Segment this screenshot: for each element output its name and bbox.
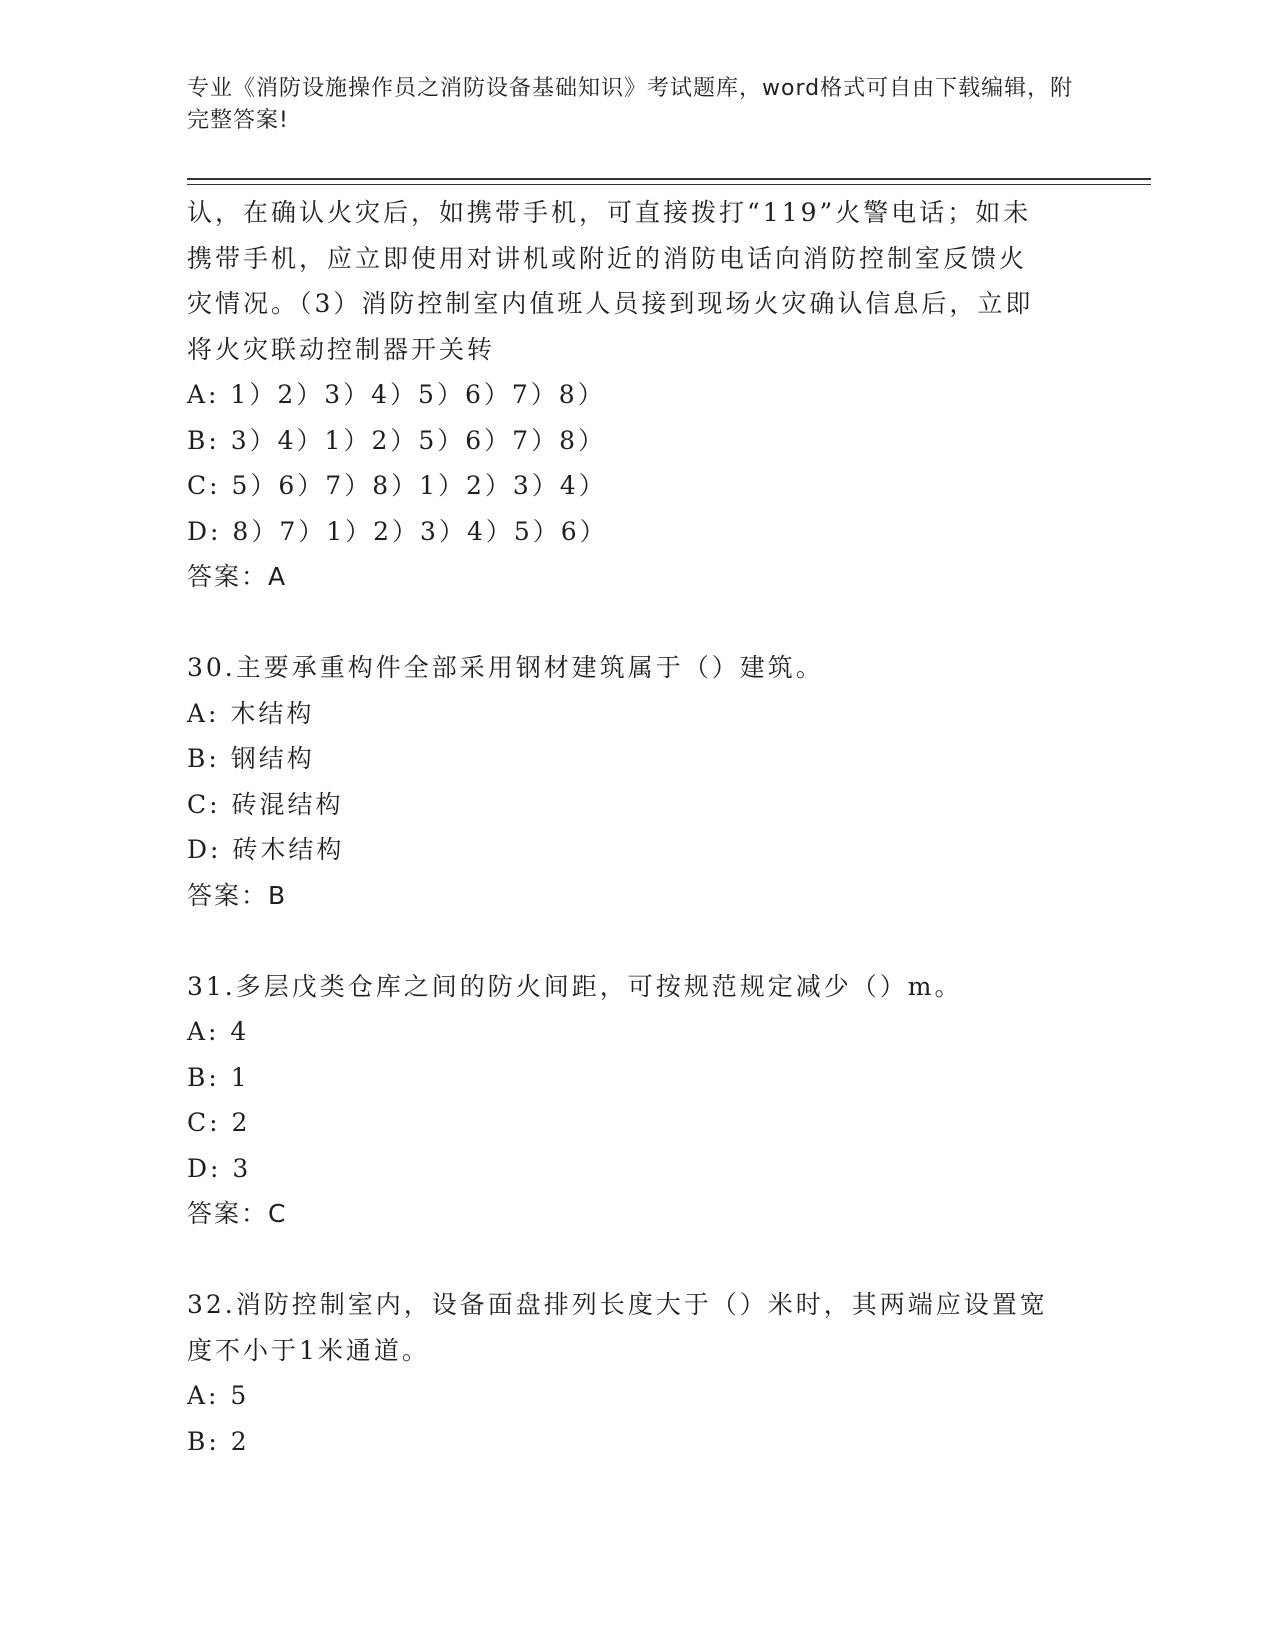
- paragraph-line: 将火灾联动控制器开关转: [187, 334, 496, 364]
- answer-line: 答案：A: [187, 562, 288, 591]
- option-b: B: 3）4）1）2）5）6）7）8）: [187, 425, 606, 455]
- question-title: 31.多层戊类仓库之间的防火间距，可按规范规定减少（）m。: [187, 971, 963, 1001]
- spacer: [187, 600, 1087, 646]
- header-title: 专业《消防设施操作员之消防设备基础知识》考试题库，word格式可自由下载编辑，附完整答案!: [187, 76, 1074, 133]
- option-d: D: 砖木结构: [187, 835, 345, 864]
- option-c: C: 砖混结构: [187, 789, 344, 819]
- option-c: C: 2: [187, 1108, 251, 1137]
- paragraph-line: 携带手机，应立即使用对讲机或附近的消防电话向消防控制室反馈火: [187, 243, 1028, 273]
- option-d: D: 3: [187, 1153, 252, 1183]
- option-c: C: 5）6）7）8）1）2）3）4）: [187, 471, 607, 500]
- option-a: A: 1）2）3）4）5）6）7）8）: [187, 380, 606, 409]
- option-d: D: 8）7）1）2）3）4）5）6）: [187, 516, 608, 546]
- option-b: B: 2: [187, 1426, 250, 1456]
- spacer: [187, 1237, 1087, 1283]
- page-header: [187, 73, 1087, 137]
- header-divider: [187, 178, 1151, 180]
- option-b: B: 钢结构: [187, 744, 315, 773]
- paragraph-line: 认，在确认火灾后，如携带手机，可直接拨打“119”火警电话；如未: [187, 198, 1032, 227]
- answer-line: 答案：C: [187, 1199, 288, 1228]
- question-continuation: [187, 190, 1087, 600]
- question-title: 30.主要承重构件全部采用钢材建筑属于（）建筑。: [187, 653, 824, 682]
- option-b: B: 1: [187, 1062, 250, 1092]
- answer-line: 答案：B: [187, 880, 288, 910]
- header-divider-thin: [187, 184, 1151, 185]
- paragraph-line: 灾情况。（3）消防控制室内值班人员接到现场火灾确认信息后，立即: [187, 289, 1034, 318]
- option-a: A: 木结构: [187, 698, 315, 728]
- document-body: [187, 190, 1087, 1464]
- option-a: A: 5: [187, 1381, 250, 1410]
- question-title-cont: 度不小于1米通道。: [187, 1335, 430, 1365]
- question-32: [187, 1282, 1087, 1464]
- option-a: A: 4: [187, 1017, 250, 1046]
- spacer: [187, 918, 1087, 964]
- question-31: [187, 964, 1087, 1237]
- question-30: [187, 645, 1087, 918]
- question-title: 32.消防控制室内，设备面盘排列长度大于（）米时，其两端应设置宽: [187, 1290, 1048, 1319]
